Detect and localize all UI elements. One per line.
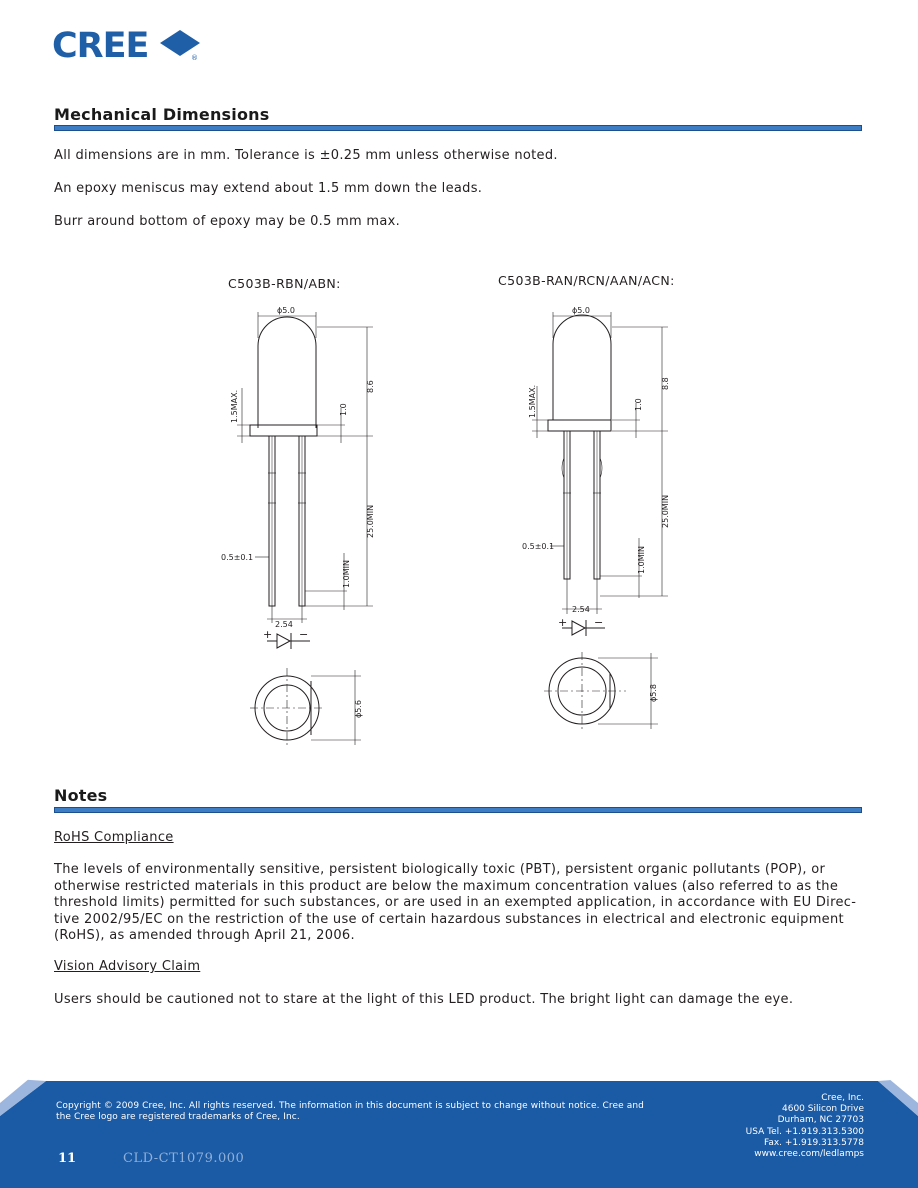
rohs-paragraph: The levels of environmentally sensitive, persistent biologically toxic (PBT), persistent organic pollutants (POP), or otherwise restricted materials in this product are below the maximum concentration values (also referred to as the threshold limits) permitted for such substances, or are used in an exempted application, in accordance with EU Direc- tive 2002/95/EC on the restriction of the use of certain hazardous substances in electrical and electronic equipment (RoHS), as amended through April 21, 2006. xyxy=(54,862,857,943)
left-plus-label: + xyxy=(263,628,273,641)
left-base-diameter-label: ϕ5.6 xyxy=(354,700,363,718)
left-lead-length-label: 25.0MIN xyxy=(366,504,375,538)
svg-text:CREE: CREE xyxy=(52,26,149,66)
right-led-dome xyxy=(553,315,611,420)
cree-diamond-icon xyxy=(160,30,200,56)
left-pitch-label: 2.54 xyxy=(275,620,293,629)
right-base-diameter-label: ϕ5.8 xyxy=(649,684,658,702)
right-lead-min-label: 1.0MIN xyxy=(637,546,646,574)
rohs-heading: RoHS Compliance xyxy=(54,830,174,845)
section-rule xyxy=(54,125,862,131)
vision-text: Users should be cautioned not to stare at the light of this LED product. The bright light can damage the eye. xyxy=(54,992,794,1007)
vision-heading: Vision Advisory Claim xyxy=(54,959,201,974)
left-top-diameter-label: ϕ5.0 xyxy=(277,306,295,315)
left-lead-width-label: 0.5±0.1 xyxy=(221,553,254,562)
left-meniscus-label: 1.5MAX. xyxy=(230,389,239,423)
mechanical-dimensions-title: Mechanical Dimensions xyxy=(54,105,270,124)
right-lead-length-label: 25.0MIN xyxy=(661,494,670,528)
left-flange-label: 1.0 xyxy=(339,403,348,416)
right-pitch-label: 2.54 xyxy=(572,605,590,614)
right-height-label: 8.8 xyxy=(661,377,670,390)
left-minus-label: − xyxy=(299,628,309,641)
footer-website-link[interactable]: www.cree.com/ledlamps xyxy=(754,1149,864,1160)
footer-address: Cree, Inc. 4600 Silicon Drive Durham, NC 27703 USA Tel. +1.919.313.5300 Fax. +1.919.313.5778 www.cree.com/ledlamps xyxy=(745,1093,864,1160)
notes-title: Notes xyxy=(54,786,108,805)
left-height-label: 8.6 xyxy=(366,380,375,393)
right-led-flange xyxy=(548,420,611,431)
left-lead-min-label: 1.0MIN xyxy=(342,560,351,588)
left-drawing-caption: C503B-RBN/ABN: xyxy=(228,276,341,291)
dimension-note-1: All dimensions are in mm. Tolerance is ±0.25 mm unless otherwise noted. xyxy=(54,148,558,163)
svg-text:®: ® xyxy=(191,54,198,62)
right-minus-label: − xyxy=(594,616,604,629)
right-plus-label: + xyxy=(558,616,568,629)
right-led-drawing xyxy=(510,298,680,740)
dimension-note-3: Burr around bottom of epoxy may be 0.5 mm max. xyxy=(54,214,401,229)
right-top-diameter-label: ϕ5.0 xyxy=(572,306,590,315)
left-led-dome xyxy=(258,317,316,428)
document-id: CLD-CT1079.000 xyxy=(123,1151,245,1166)
left-led-drawing xyxy=(215,298,385,760)
right-meniscus-label: 1.5MAX. xyxy=(528,384,537,418)
dimension-note-2: An epoxy meniscus may extend about 1.5 mm down the leads. xyxy=(54,181,483,196)
notes-rule xyxy=(54,807,862,813)
right-lead-width-label: 0.5±0.1 xyxy=(522,542,555,551)
right-drawing-caption: C503B-RAN/RCN/AAN/ACN: xyxy=(498,273,675,288)
right-flange-label: 1.0 xyxy=(634,398,643,411)
cree-logo xyxy=(52,26,204,66)
footer-copyright: Copyright © 2009 Cree, Inc. All rights reserved. The information in this document is subject to change without notice. Cree and the Cree logo are registered trademarks of Cree, Inc. xyxy=(56,1101,644,1122)
page-number: 11 xyxy=(58,1151,77,1166)
left-led-flange xyxy=(250,425,317,436)
